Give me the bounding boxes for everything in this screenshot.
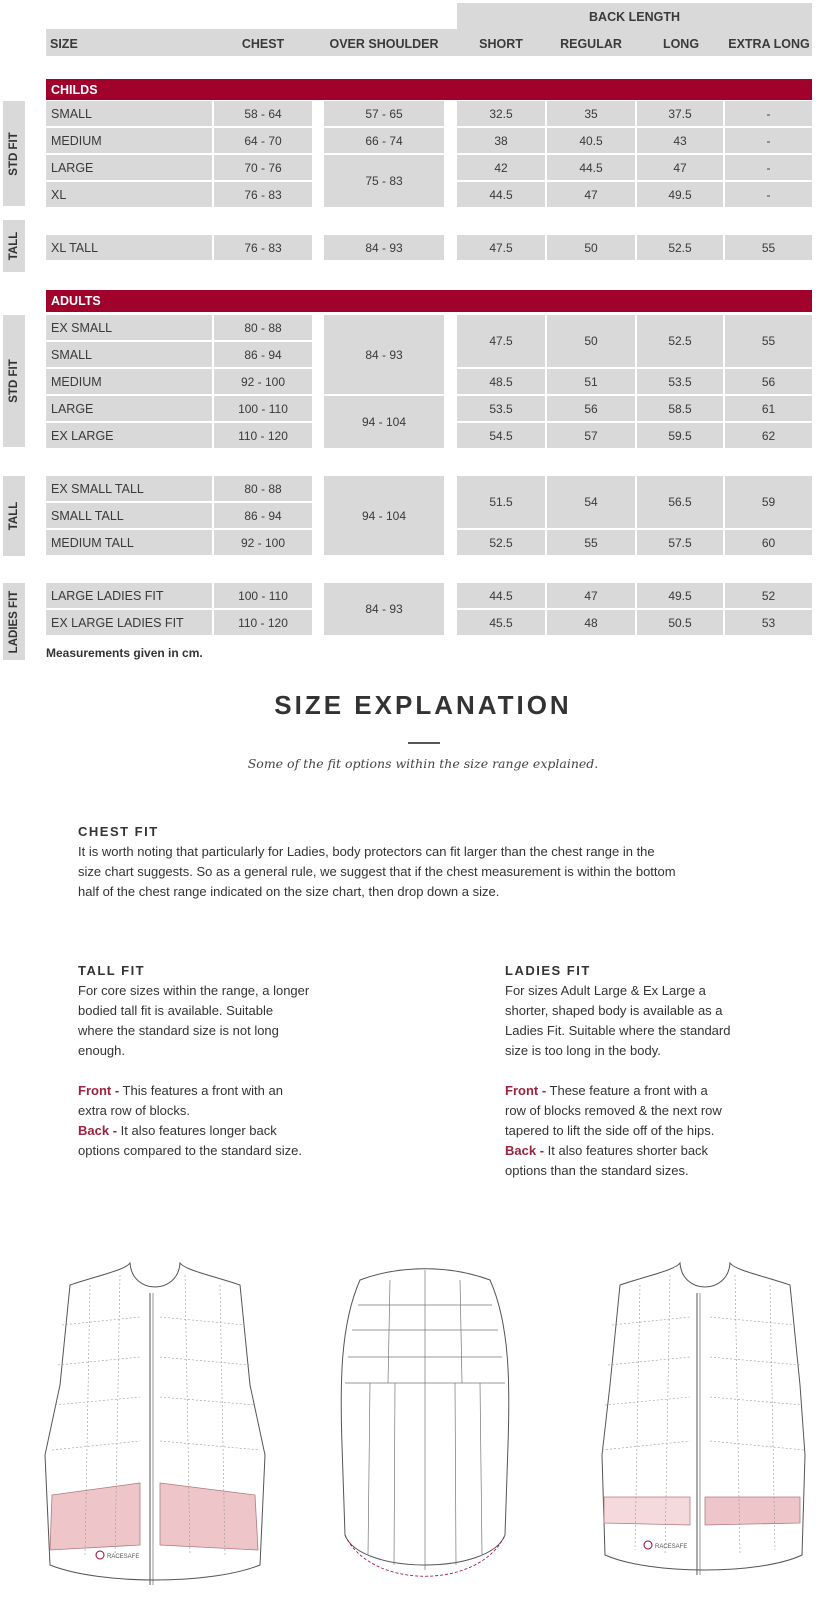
shoulder-cell: 94 - 104	[324, 396, 444, 448]
short-cell: 47.5	[457, 235, 545, 260]
size-column-header: SIZE	[50, 37, 78, 51]
short-cell: 38	[457, 128, 545, 153]
regular-cell: 35	[547, 101, 635, 126]
title-divider	[408, 742, 440, 744]
section-subtitle: Some of the fit options within the size range explained.	[247, 756, 599, 771]
long-cell: 53.5	[637, 369, 723, 394]
extra-long-cell: -	[725, 155, 812, 180]
chest-cell: 80 - 88	[214, 476, 312, 501]
long-cell: 52.5	[637, 235, 723, 260]
ladies-fit-label: LADIES FIT	[3, 583, 25, 660]
chest-cell: 100 - 110	[214, 583, 312, 608]
regular-cell: 56	[547, 396, 635, 421]
childs-tall-label: TALL	[3, 220, 25, 272]
size-cell: SMALL	[46, 101, 212, 126]
tall-fit-back-illustration	[330, 1265, 520, 1600]
chest-cell: 110 - 120	[214, 423, 312, 448]
size-cell: SMALL TALL	[46, 503, 212, 528]
chest-cell: 80 - 88	[214, 315, 312, 340]
over-shoulder-column-header: OVER SHOULDER	[329, 37, 439, 51]
extra-long-cell: 60	[725, 530, 812, 555]
chest-cell: 86 - 94	[214, 503, 312, 528]
ladies-fit-text: For sizes Adult Large & Ex Large a shorter, shaped body is available as a Ladies Fit. Suitable where the standard size is too long in the body. Front - These feature a front with a row of blocks removed & the next row tapered to lift the side off of the hips. Back - It also features shorter back options than the standard sizes.	[505, 983, 731, 1178]
size-cell: MEDIUM	[46, 128, 212, 153]
tall-fit-front-vest-illustration	[40, 1255, 270, 1600]
chest-cell: 110 - 120	[214, 610, 312, 635]
size-cell: LARGE LADIES FIT	[46, 583, 212, 608]
back-label: Back -	[78, 1123, 118, 1138]
extra-long-cell: -	[725, 101, 812, 126]
shoulder-cell: 84 - 93	[324, 583, 444, 635]
chest-cell: 70 - 76	[214, 155, 312, 180]
long-cell: 52.5	[637, 315, 723, 367]
long-cell: 43	[637, 128, 723, 153]
short-cell: 44.5	[457, 182, 545, 207]
extra-long-cell: -	[725, 128, 812, 153]
extra-long-cell: 61	[725, 396, 812, 421]
size-cell: EX SMALL TALL	[46, 476, 212, 501]
chest-cell: 100 - 110	[214, 396, 312, 421]
short-cell: 51.5	[457, 476, 545, 528]
extra-long-cell: 62	[725, 423, 812, 448]
shoulder-cell: 94 - 104	[324, 476, 444, 555]
short-column-header: SHORT	[479, 37, 523, 51]
brand-mark: RACESAFE	[107, 1554, 140, 1560]
short-cell: 53.5	[457, 396, 545, 421]
long-column-header: LONG	[662, 37, 700, 51]
long-cell: 49.5	[637, 583, 723, 608]
shoulder-cell: 84 - 93	[324, 315, 444, 394]
chest-cell: 64 - 70	[214, 128, 312, 153]
long-cell: 59.5	[637, 423, 723, 448]
adults-tall-label: TALL	[3, 476, 25, 556]
long-cell: 50.5	[637, 610, 723, 635]
regular-cell: 47	[547, 182, 635, 207]
regular-cell: 51	[547, 369, 635, 394]
chest-cell: 76 - 83	[214, 182, 312, 207]
brand-mark: RACESAFE	[655, 1544, 688, 1550]
childs-band: CHILDS	[46, 79, 812, 100]
short-cell: 44.5	[457, 583, 545, 608]
size-cell: MEDIUM	[46, 369, 212, 394]
short-cell: 54.5	[457, 423, 545, 448]
shoulder-cell: 57 - 65	[324, 101, 444, 126]
regular-cell: 48	[547, 610, 635, 635]
measurements-footnote: Measurements given in cm.	[46, 646, 203, 660]
chest-fit-text: It is worth noting that particularly for Ladies, body protectors can fit larger than the chest range in the size chart suggests. So as a general rule, we suggest that if the chest measurement is within the bottom half of the chest range indicated on the size chart, then drop down a size.	[78, 844, 676, 899]
chest-cell: 76 - 83	[214, 235, 312, 260]
long-cell: 49.5	[637, 182, 723, 207]
adults-band: ADULTS	[46, 290, 812, 312]
chest-cell: 86 - 94	[214, 342, 312, 367]
ladies-fit-heading: LADIES FIT	[505, 963, 591, 978]
long-cell: 37.5	[637, 101, 723, 126]
tall-fit-text: For core sizes within the range, a longer bodied tall fit is available. Suitable where the standard size is not long enough. Front - This features a front with an extra row of blocks. Back - It also features longer back options compared to the standard size.	[78, 983, 310, 1158]
size-cell: LARGE	[46, 396, 212, 421]
chest-cell: 92 - 100	[214, 369, 312, 394]
front-label: Front -	[505, 1083, 547, 1098]
extra-long-cell: 53	[725, 610, 812, 635]
ladies-fit-front-vest-illustration	[590, 1255, 820, 1600]
chest-cell: 58 - 64	[214, 101, 312, 126]
long-cell: 47	[637, 155, 723, 180]
back-label: Back -	[505, 1143, 545, 1158]
size-cell: SMALL	[46, 342, 212, 367]
shoulder-cell: 75 - 83	[324, 155, 444, 207]
shoulder-cell: 84 - 93	[324, 235, 444, 260]
chest-cell: 92 - 100	[214, 530, 312, 555]
extra-long-cell: 55	[725, 235, 812, 260]
section-title: SIZE EXPLANATION	[274, 690, 572, 720]
front-label: Front -	[78, 1083, 120, 1098]
extra-long-cell: 55	[725, 315, 812, 367]
size-cell: LARGE	[46, 155, 212, 180]
tall-fit-heading: TALL FIT	[78, 963, 146, 978]
regular-cell: 54	[547, 476, 635, 528]
short-cell: 32.5	[457, 101, 545, 126]
chest-column-header: CHEST	[241, 37, 285, 51]
childs-std-fit-label: STD FIT	[3, 101, 25, 206]
shoulder-cell: 66 - 74	[324, 128, 444, 153]
short-cell: 45.5	[457, 610, 545, 635]
size-cell: EX LARGE LADIES FIT	[46, 610, 212, 635]
short-cell: 47.5	[457, 315, 545, 367]
regular-cell: 57	[547, 423, 635, 448]
regular-cell: 50	[547, 235, 635, 260]
chest-fit-heading: CHEST FIT	[78, 824, 159, 839]
short-cell: 52.5	[457, 530, 545, 555]
size-cell: EX LARGE	[46, 423, 212, 448]
regular-column-header: REGULAR	[560, 37, 622, 51]
long-cell: 56.5	[637, 476, 723, 528]
back-length-header: BACK LENGTH	[589, 10, 680, 24]
long-cell: 57.5	[637, 530, 723, 555]
extra-long-column-header: EXTRA LONG	[728, 37, 810, 51]
extra-long-cell: 56	[725, 369, 812, 394]
extra-long-cell: 52	[725, 583, 812, 608]
size-cell: MEDIUM TALL	[46, 530, 212, 555]
size-cell: XL	[46, 182, 212, 207]
regular-cell: 40.5	[547, 128, 635, 153]
regular-cell: 55	[547, 530, 635, 555]
extra-long-cell: 59	[725, 476, 812, 528]
size-cell: XL TALL	[46, 235, 212, 260]
regular-cell: 50	[547, 315, 635, 367]
regular-cell: 44.5	[547, 155, 635, 180]
short-cell: 42	[457, 155, 545, 180]
adults-std-fit-label: STD FIT	[3, 315, 25, 447]
extra-long-cell: -	[725, 182, 812, 207]
short-cell: 48.5	[457, 369, 545, 394]
size-cell: EX SMALL	[46, 315, 212, 340]
long-cell: 58.5	[637, 396, 723, 421]
regular-cell: 47	[547, 583, 635, 608]
